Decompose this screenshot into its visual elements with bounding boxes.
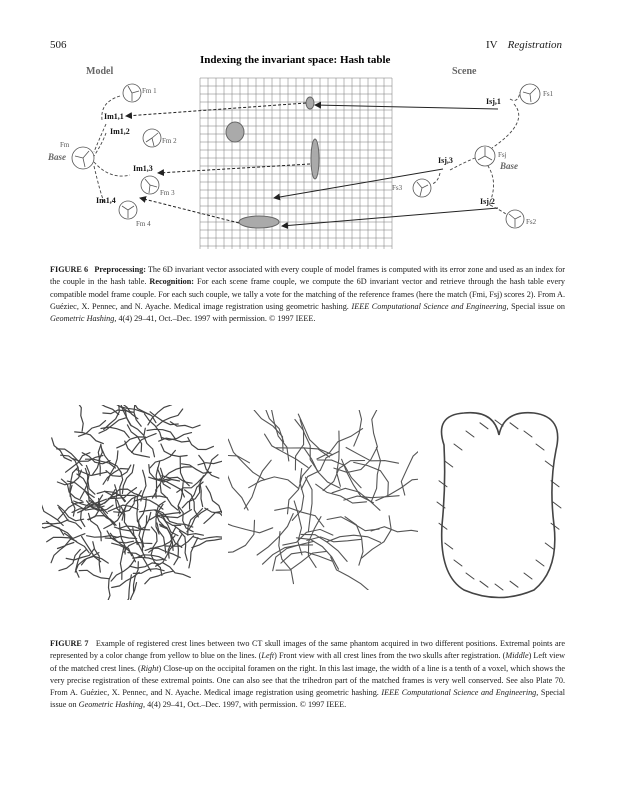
- caption-text: ) Front view with all crest lines from the two skulls after registration. (: [274, 651, 506, 661]
- chapter-number: IV: [486, 39, 498, 51]
- caption-text: The 6D invariant vector associated with every couple of model frames is computed with its error zone and used as an index for the couple in the hash table.: [50, 265, 566, 287]
- occipital-foramen-closeup-image: [424, 405, 574, 605]
- scene-couple-label: Isj,2: [480, 197, 495, 206]
- caption-text: Special issue on: [50, 688, 565, 710]
- skull-front-view-image: [42, 405, 222, 600]
- journal-name: IEEE Computational Science and Engineering,: [381, 688, 539, 698]
- caption-text: Special issue on: [508, 301, 565, 311]
- panel-ref: Right: [140, 663, 159, 673]
- running-header: [486, 39, 562, 51]
- scene-frame-label: Fs3: [392, 184, 403, 192]
- caption-text: For each scene frame couple, we compute the 6D invariant vector and retrieve through the hash table every compatible model frame couple. For each such couple, we tally a vote for the matching of the reference frames (here the match (Fmi, Fsj) scores 2). From A. Guéziec, X. Pennec, and N. Ayache. Medical image registration using geometric hashing.: [50, 277, 565, 311]
- figure-label: FIGURE 7: [50, 639, 89, 648]
- scene-label: Scene: [452, 66, 477, 77]
- caption-text: 4(4) 29–41, Oct.–Dec. 1997 with permission. © 1997 IEEE.: [116, 314, 316, 324]
- model-couple-label: Im1,4: [96, 196, 116, 205]
- panel-ref: Left: [261, 651, 275, 661]
- skull-left-view-image: [228, 410, 418, 590]
- model-frame-label: Fm 2: [162, 137, 177, 145]
- error-zone: [306, 97, 314, 109]
- scene-base-label: Base: [500, 161, 518, 171]
- model-frame-label: Fm 3: [160, 189, 175, 197]
- error-zone: [226, 122, 244, 142]
- caption-text: ) Left view of the matched crest lines. (: [50, 651, 565, 673]
- model-frame-label: Fm 4: [136, 220, 151, 228]
- error-zone: [239, 216, 279, 228]
- scene-frame-label: Fs1: [543, 90, 554, 98]
- scene-frame-label: Fsj: [498, 151, 507, 159]
- error-zone: [311, 139, 319, 179]
- model-couple-label: Im1,2: [110, 127, 130, 136]
- scene-couple-label: Isj,1: [486, 97, 501, 106]
- caption-bold: Recognition:: [149, 277, 194, 287]
- chapter-title: Registration: [507, 39, 562, 51]
- caption-bold: Preprocessing:: [94, 265, 146, 274]
- model-frame-label: Fm: [60, 141, 70, 149]
- caption-text: ) Close-up on the occipital foramen on the right. In this last image, the width of a line is a tenth of a voxel, which shows the very precise registration of these extremal points. One can also see that the trihedron part of the matched frames is very well conserved. See also Plate 70. From A. Guéziec, X. Pennec, and N. Ayache. Medical image registration using geometric hashing.: [50, 663, 565, 698]
- figure7-caption: [50, 638, 565, 712]
- model-base-label: Base: [48, 152, 66, 162]
- scene-frame-label: Fs2: [526, 218, 537, 226]
- scene-couple-label: Isj,3: [438, 156, 453, 165]
- model-couple-label: Im1,1: [104, 112, 124, 121]
- caption-text: 4(4) 29–41, Oct.–Dec. 1997, with permission. © 1997 IEEE.: [145, 700, 347, 710]
- hash-table-diagram: [40, 52, 580, 252]
- issue-name: Geometric Hashing,: [78, 700, 146, 710]
- issue-name: Geometric Hashing,: [50, 314, 117, 324]
- model-couple-label: Im1,3: [133, 164, 153, 173]
- journal-name: IEEE Computational Science and Engineering,: [351, 301, 509, 311]
- panel-ref: Middle: [505, 651, 529, 661]
- page-number: 506: [50, 39, 67, 51]
- model-label: Model: [86, 66, 114, 77]
- figure-label: FIGURE 6: [50, 265, 89, 274]
- model-frame-label: Fm 1: [142, 87, 157, 95]
- figure6-caption: [50, 264, 565, 325]
- caption-text: Example of registered crest lines between two CT skull images of the same phantom acquired in two different positions. Extremal points are represented by a color change from yellow to blue on the lines. (: [50, 639, 565, 661]
- diagram-title: Indexing the invariant space: Hash table: [200, 54, 391, 66]
